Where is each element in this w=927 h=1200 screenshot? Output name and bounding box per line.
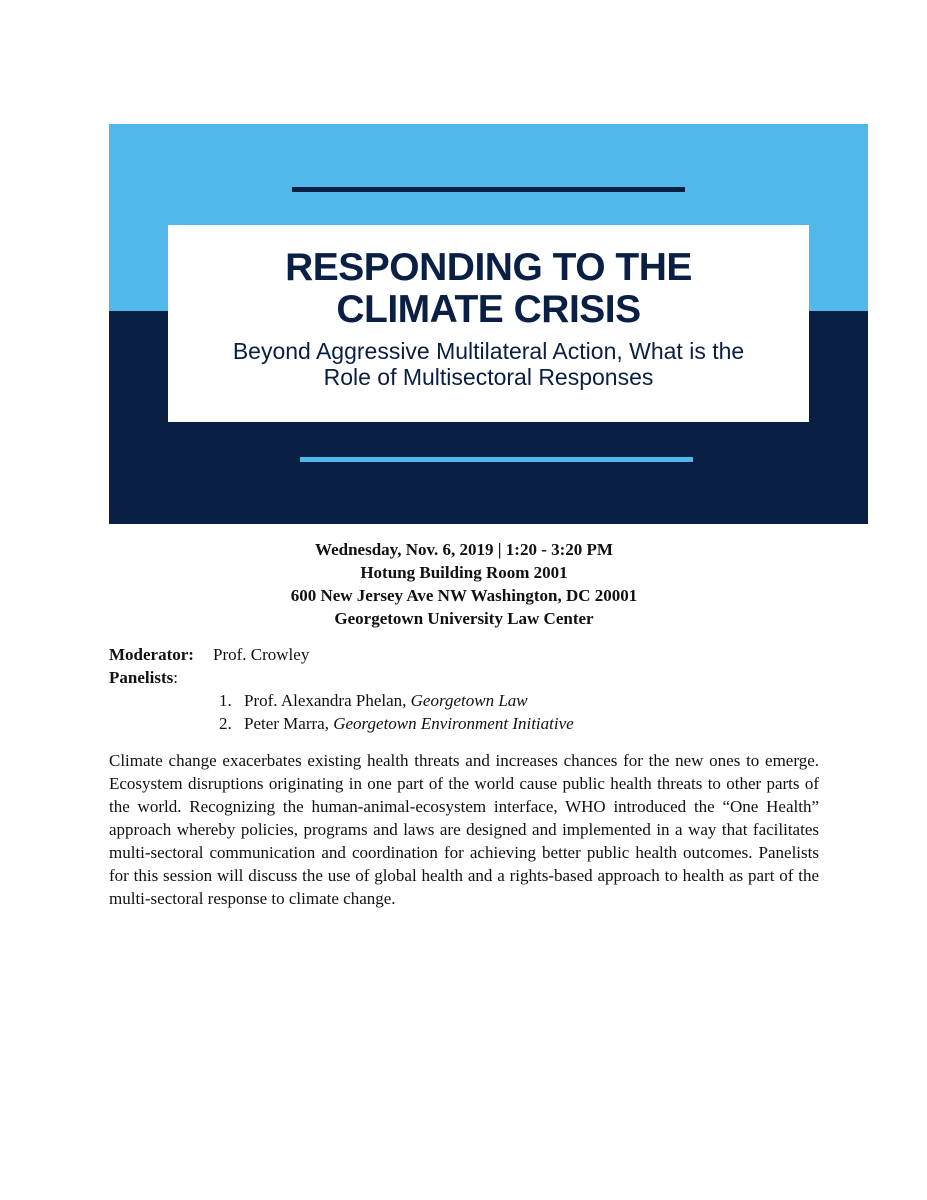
event-banner <box>109 124 868 524</box>
banner-title-line-2: CLIMATE CRISIS <box>336 288 641 331</box>
speakers-section <box>109 643 819 735</box>
session-description: Climate change exacerbates existing health threats and increases chances for the new ones to emerge. Ecosystem disruptions originating in one part of the world cause public health threats to other parts of the world. Recognizing the human-animal-ecosystem interface, WHO introduced the “One Health” approach whereby policies, programs and laws are designed and implemented in a way that facilitates multi-sectoral communication and coordination for achieving better public health outcomes. Panelists for this session will discuss the use of global health and a rights-based approach to health as part of the multi-sectoral response to climate change. <box>109 751 819 908</box>
moderator-label: Moderator: <box>109 645 194 664</box>
banner-bottom-rule <box>300 457 693 462</box>
event-venue: Georgetown University Law Center <box>334 609 594 628</box>
banner-top-rule <box>292 187 685 192</box>
panelist-entry <box>244 689 528 712</box>
panelists-heading <box>109 666 819 689</box>
list-item <box>109 689 819 712</box>
event-room: Hotung Building Room 2001 <box>360 563 568 582</box>
list-item <box>109 712 819 735</box>
panelists-label: Panelists <box>109 668 174 687</box>
panelists-list <box>109 689 819 735</box>
panelist-affiliation: Georgetown Environment Initiative <box>333 714 574 733</box>
event-address: 600 New Jersey Ave NW Washington, DC 20001 <box>290 586 638 605</box>
banner-subtitle-line-1: Beyond Aggressive Multilateral Action, What is the <box>232 338 745 364</box>
panelist-name: Prof. Alexandra Phelan, <box>244 691 411 710</box>
list-item-number: 2. <box>219 714 232 733</box>
panelist-name: Peter Marra, <box>244 714 334 733</box>
banner-subtitle <box>168 338 809 390</box>
banner-subtitle-line-2: Role of Multisectoral Responses <box>323 364 654 390</box>
panelist-affiliation: Georgetown Law <box>410 691 528 710</box>
moderator-name: Prof. Crowley <box>213 645 310 664</box>
list-item-number: 1. <box>219 691 232 710</box>
banner-title-line-1: RESPONDING TO THE <box>285 246 692 289</box>
event-info <box>109 538 819 630</box>
banner-title-card <box>168 225 809 422</box>
event-datetime: Wednesday, Nov. 6, 2019 | 1:20 - 3:20 PM <box>315 540 613 559</box>
panelists-colon: : <box>173 668 178 687</box>
moderator-row <box>109 643 819 666</box>
panelist-entry <box>244 712 574 735</box>
